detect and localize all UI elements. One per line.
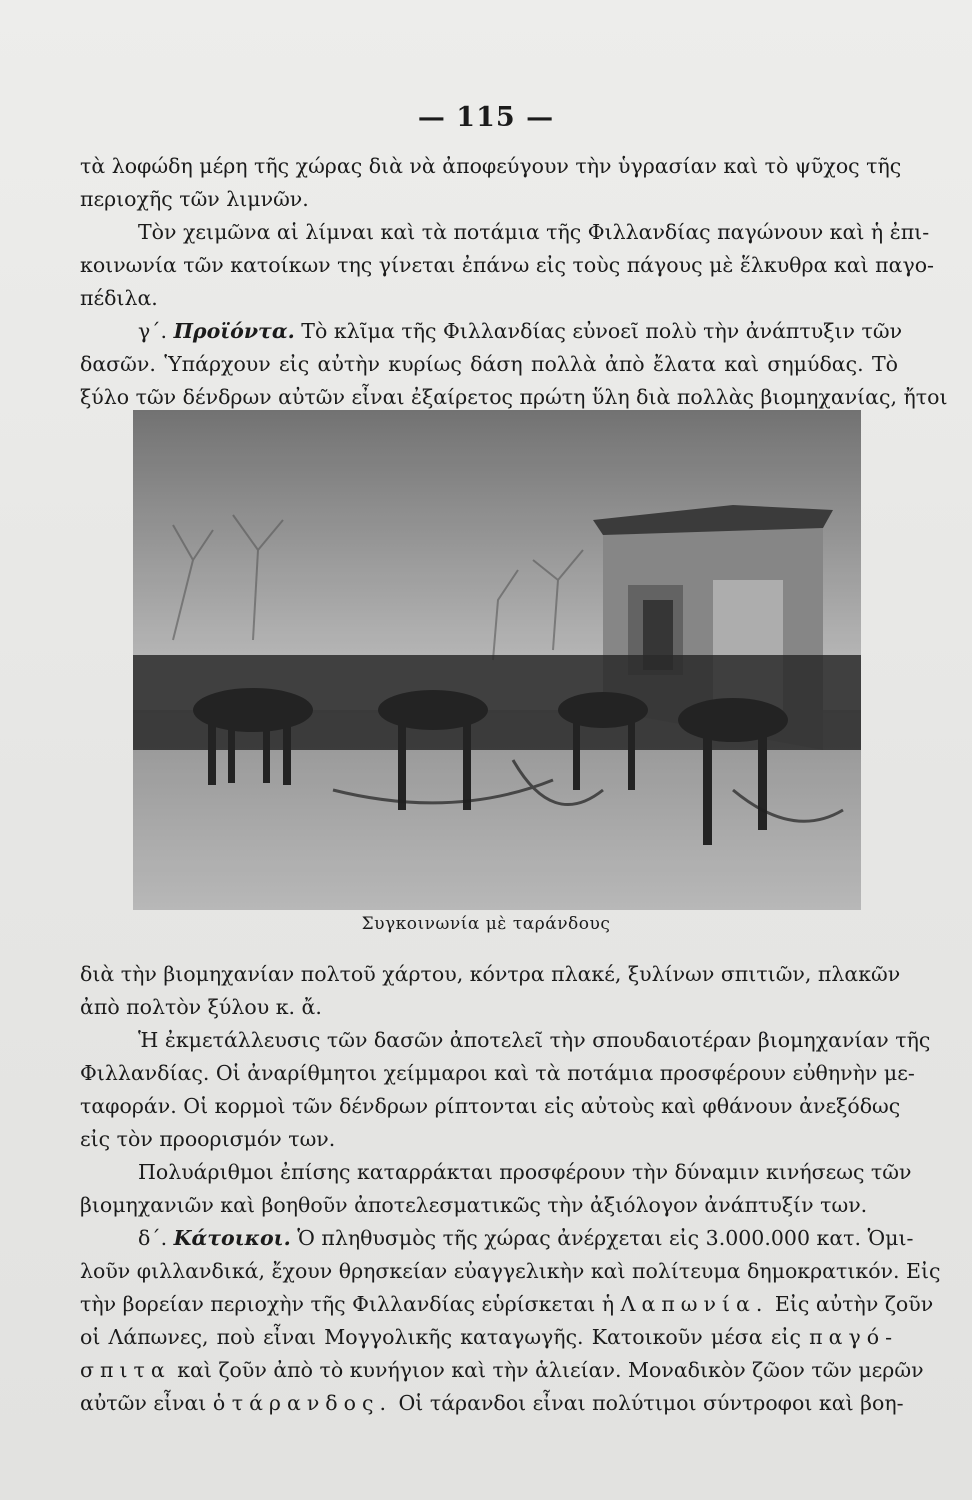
spaced-term-ice-houses: παγό-	[809, 1325, 898, 1349]
text-line: Ἡ ἐκμετάλλευσις τῶν δασῶν ἀποτελεῖ τὴν σπουδαιοτέραν βιομηχανίαν τῆς	[138, 1028, 931, 1052]
reindeer-scene	[133, 410, 861, 910]
text-line: Φιλλανδίας. Οἱ ἀναρίθμητοι χείμμαροι καὶ τὰ ποτάμια προσφέρουν εὐθηνὴν με-	[80, 1061, 915, 1085]
text-line: Τὸν χειμῶνα αἱ λίμναι καὶ τὰ ποτάμια τῆς Φιλλανδίας παγώνουν καὶ ἡ ἐπι-	[138, 220, 930, 244]
text-segment: αὐτῶν εἶναι ὁ	[80, 1391, 226, 1415]
photo-caption: Συγκοινωνία μὲ ταράνδους	[361, 914, 611, 934]
text-line: ταφοράν. Οἱ κορμοὶ τῶν δένδρων ρίπτονται εἰς αὐτοὺς καὶ φθάνουν ἀνεξόδως	[80, 1094, 901, 1118]
spaced-term-ice-houses-cont: σπιτα	[80, 1358, 171, 1382]
text-line: εἰς τὸν προορισμόν των.	[80, 1127, 336, 1151]
spaced-term-lapland: Λαπωνία.	[620, 1292, 769, 1316]
text-line	[80, 1354, 924, 1387]
text-line: Πολυάριθμοι ἐπίσης καταρράκται προσφέρουν τὴν δύναμιν κινήσεως τῶν	[138, 1160, 912, 1184]
text-segment: Οἱ τάρανδοι εἶναι πολύτιμοι σύντροφοι καὶ βοη-	[398, 1391, 904, 1415]
text-line	[80, 1387, 904, 1420]
text-segment: Εἰς αὐτὴν ζοῦν	[774, 1292, 934, 1316]
section-text: Τὸ κλῖμα τῆς Φιλλανδίας εὐνοεῖ πολὺ τὴν ἀνάπτυξιν τῶν	[301, 319, 903, 343]
text-line: ξύλο τῶν δένδρων αὐτῶν εἶναι ἐξαίρετος πρώτη ὕλη διὰ πολλὰς βιομηχανίας, ἤτοι	[80, 385, 948, 409]
top-paragraphs	[80, 150, 948, 414]
text-line: πέδιλα.	[80, 286, 158, 310]
text-line-lapland	[80, 1288, 934, 1321]
section-text: Ὁ πληθυσμὸς τῆς χώρας ἀνέρχεται εἰς 3.000.000 κατ. Ὁμι-	[297, 1226, 914, 1250]
section-title-products: Προϊόντα.	[173, 319, 295, 343]
text-line	[80, 1321, 898, 1354]
text-line: περιοχῆς τῶν λιμνῶν.	[80, 187, 309, 211]
section-title-inhabitants: Κάτοικοι.	[173, 1226, 291, 1250]
section-letter: δ΄.	[138, 1226, 168, 1250]
text-segment: οἱ Λάπωνες, ποὺ εἶναι Μογγολικῆς καταγωγῆς. Κατοικοῦν μέσα εἰς	[80, 1325, 801, 1349]
text-line: ἀπὸ πολτὸν ξύλου κ. ἄ.	[80, 995, 322, 1019]
section-heading-line	[80, 315, 903, 348]
section-letter: γ΄.	[138, 319, 168, 343]
reindeer-photograph	[133, 410, 861, 910]
text-line: τὰ λοφώδη μέρη τῆς χώρας διὰ νὰ ἀποφεύγουν τὴν ὑγρασίαν καὶ τὸ ψῦχος τῆς	[80, 154, 902, 178]
text-segment: καὶ ζοῦν ἀπὸ τὸ κυνήγιον καὶ τὴν ἁλιείαν. Μοναδικὸν ζῶον τῶν μερῶν	[177, 1358, 924, 1382]
text-line: δασῶν. Ὑπάρχουν εἰς αὐτὴν κυρίως δάση πολλὰ ἀπὸ ἔλατα καὶ σημύδας. Τὸ	[80, 352, 898, 376]
bottom-paragraphs	[80, 958, 941, 1420]
page-number: — 115 —	[417, 102, 555, 133]
text-line: κοινωνία τῶν κατοίκων της γίνεται ἐπάνω εἰς τοὺς πάγους μὲ ἕλκυθρα καὶ παγο-	[80, 253, 934, 277]
text-line: διὰ τὴν βιομηχανίαν πολτοῦ χάρτου, κόντρα πλακέ, ξυλίνων σπιτιῶν, πλακῶν	[80, 962, 901, 986]
text-line: λοῦν φιλλανδικά, ἔχουν θρησκείαν εὐαγγελικὴν καὶ πολίτευμα δημοκρατικόν. Εἰς	[80, 1259, 941, 1283]
text-segment: τὴν βορείαν περιοχὴν τῆς Φιλλανδίας εὑρίσκεται ἡ	[80, 1292, 615, 1316]
text-line: βιομηχανιῶν καὶ βοηθοῦν ἀποτελεσματικῶς τὴν ἀξιόλογον ἀνάπτυξίν των.	[80, 1193, 868, 1217]
spaced-term-reindeer: τάρανδος.	[231, 1391, 392, 1415]
section-heading-line	[80, 1222, 914, 1255]
